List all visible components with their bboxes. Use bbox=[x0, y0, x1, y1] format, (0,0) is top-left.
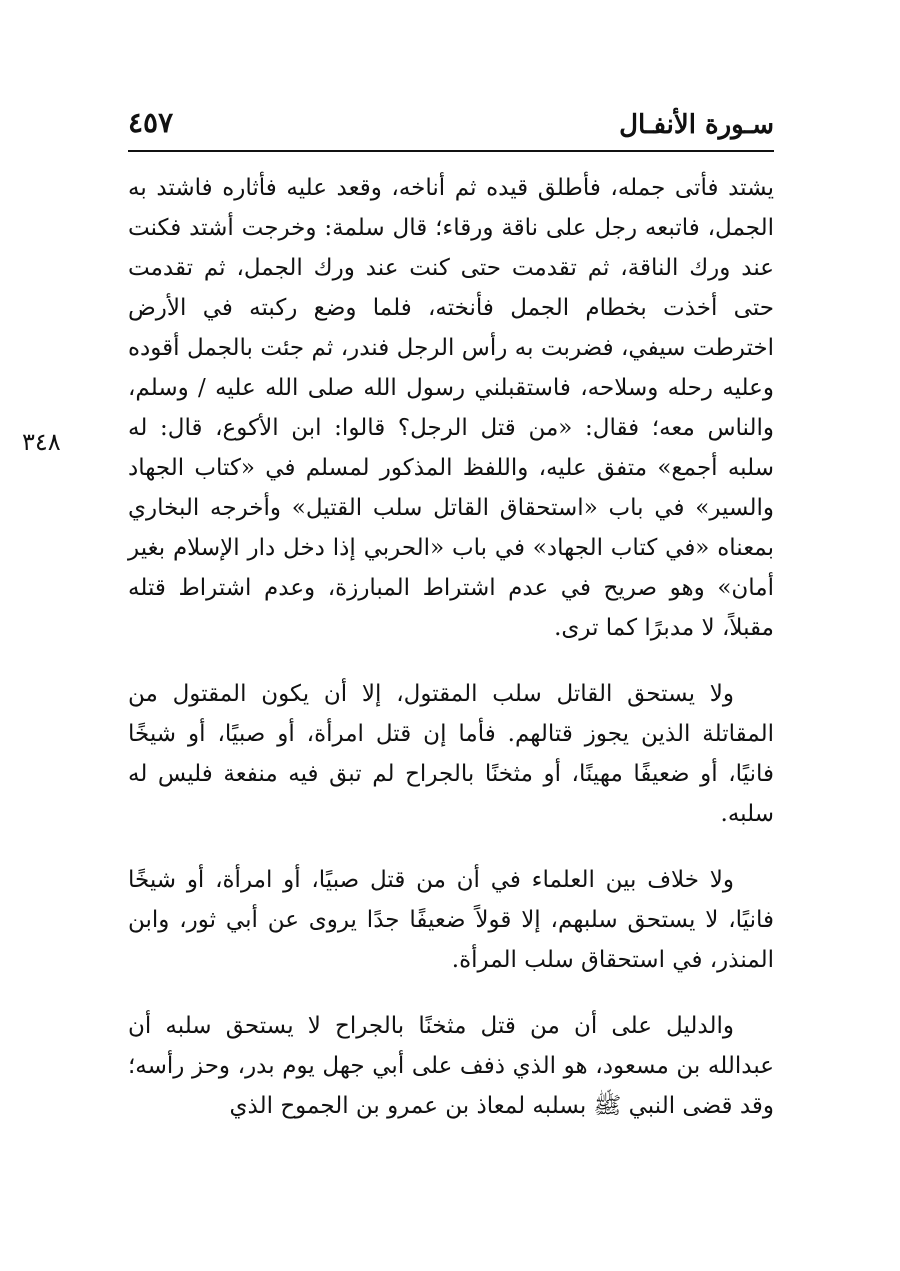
chapter-title: سـورة الأنفـال bbox=[619, 110, 774, 140]
paragraph-text: والدليل على أن من قتل مثخنًا بالجراح لا يستحق سلبه أن عبدالله بن مسعود، هو الذي ذفف على أبي جهل يوم بدر، وحز رأسه؛ وقد قضى النبي ﷺ بسلبه لمعاذ بن عمرو بن الجموح الذي bbox=[128, 1013, 774, 1119]
paragraph bbox=[128, 168, 774, 648]
page-number: ٤٥٧ bbox=[128, 106, 174, 139]
paragraph-text: ولا خلاف بين العلماء في أن من قتل صبيًا، أو امرأة، أو شيخًا فانيًا، لا يستحق سلبهم، إلا قولاً ضعيفًا جدًا يروى عن أبي ثور، وابن المنذر، في استحقاق سلب المرأة. bbox=[128, 867, 774, 973]
paragraph-text: ولا يستحق القاتل سلب المقتول، إلا أن يكون المقتول من المقاتلة الذين يجوز قتالهم. فأما إن قتل امرأة، أو صبيًا، أو شيخًا فانيًا، أو ضعيفًا مهينًا، أو مثخنًا بالجراح لم تبق فيه منفعة فليس له سلبه. bbox=[128, 681, 774, 827]
paragraph bbox=[128, 860, 774, 980]
paragraph bbox=[128, 1006, 774, 1126]
paragraph-text: يشتد فأتى جمله، فأطلق قيده ثم أناخه، وقعد عليه فأثاره فاشتد به الجمل، فاتبعه رجل على ناقة ورقاء؛ قال سلمة: وخرجت أشتد فكنت عند ورك الناقة، ثم تقدمت حتى كنت عند ورك الجمل، ثم تقدمت حتى أخذت بخطام الجمل فأنخته، فلما وضع ركبته في الأرض اخترطت سيفي، فضربت به رأس الرجل فندر، ثم جئت بالجمل أقوده وعليه رحله وسلاحه، فاستقبلني رسول الله صلى الله عليه / وسلم، والناس معه؛ فقال: «من قتل الرجل؟ قالوا: ابن الأكوع، قال: له سلبه أجمع» متفق عليه، واللفظ المذكور لمسلم في «كتاب الجهاد والسير» في باب «استحقاق القاتل سلب القتيل» وأخرجه البخاري بمعناه «في كتاب الجهاد» في باب «الحربي إذا دخل دار الإسلام بغير أمان» وهو صريح في عدم اشتراط المبارزة، وعدم اشتراط قتله مقبلاً، لا مدبرًا كما ترى. bbox=[128, 175, 774, 641]
margin-page-reference: ٣٤٨ bbox=[22, 428, 61, 456]
page-body bbox=[128, 168, 774, 1152]
page-header bbox=[128, 104, 774, 150]
header-rule bbox=[128, 150, 774, 152]
paragraph bbox=[128, 674, 774, 834]
